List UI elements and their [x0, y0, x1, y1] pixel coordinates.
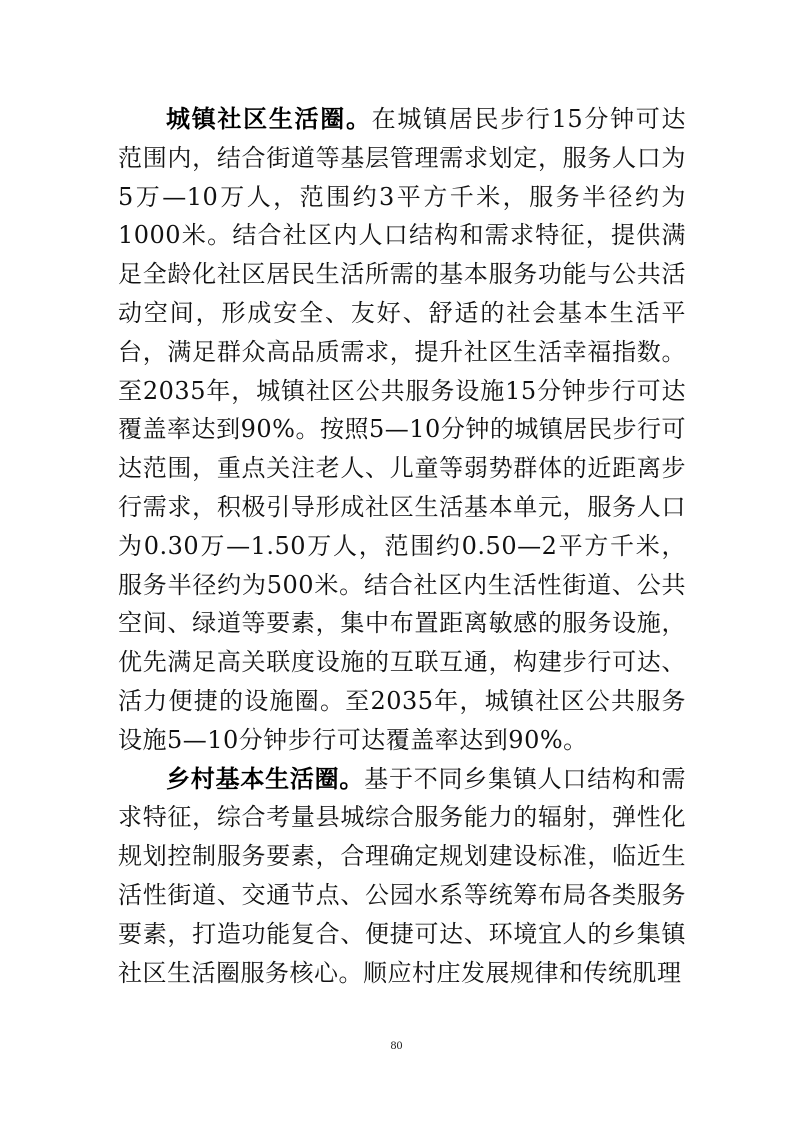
paragraph-rural-basic-life-circle — [118, 760, 686, 993]
paragraph-text: 基于不同乡集镇人口结构和需求特征，综合考量县城综合服务能力的辐射，弹性化规划控制服务要素，合理确定规划建设标准，临近生活性街道、交通节点、公园水系等统筹布局各类服务要素，打造功能复合、便捷可达、环境宜人的乡集镇社区生活圈服务核心。顺应村庄发展规律和传统肌理 — [118, 764, 687, 987]
page-number: 80 — [390, 1038, 403, 1052]
paragraph-urban-community-life-circle — [118, 100, 686, 760]
paragraph-heading: 城镇社区生活圈。 — [166, 104, 372, 133]
document-body — [118, 100, 686, 992]
paragraph-text: 在城镇居民步行15分钟可达范围内，结合街道等基层管理需求划定，服务人口为5万—10万人，范围约3平方千米，服务半径约为1000米。结合社区内人口结构和需求特征，提供满足全龄化社区居民生活所需的基本服务功能与公共活动空间，形成安全、友好、舒适的社会基本生活平台，满足群众高品质需求，提升社区生活幸福指数。至2035年，城镇社区公共服务设施15分钟步行可达覆盖率达到90%。按照5—10分钟的城镇居民步行可达范围，重点关注老人、儿童等弱势群体的近距离步行需求，积极引导形成社区生活基本单元，服务人口为0.30万—1.50万人，范围约0.50—2平方千米，服务半径约为500米。结合社区内生活性街道、公共空间、绿道等要素，集中布置距离敏感的服务设施，优先满足高关联度设施的互联互通，构建步行可达、活力便捷的设施圈。至2035年，城镇社区公共服务设施5—10分钟步行可达覆盖率达到90%。 — [118, 105, 686, 754]
paragraph-heading: 乡村基本生活圈。 — [166, 763, 365, 793]
